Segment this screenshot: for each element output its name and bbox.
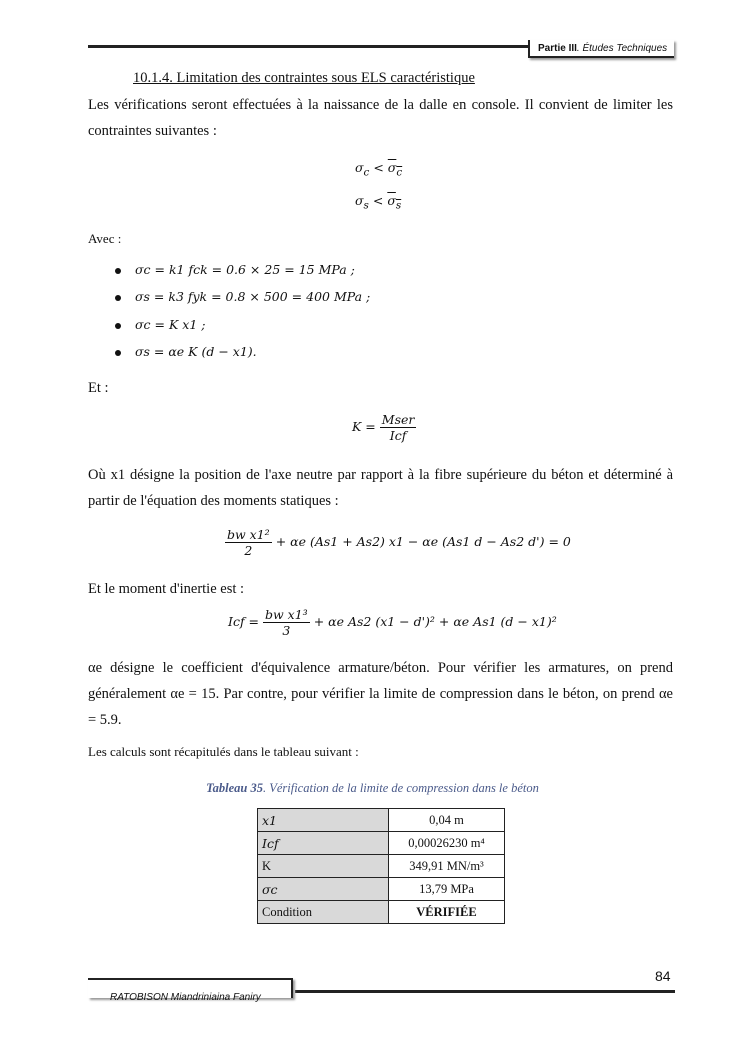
header-part: Partie III [538, 43, 577, 54]
equation-sigma-s: $\sigma_s < \sigma_s$ [355, 193, 402, 212]
bullet-item: σs = k3 fyk = 0.8 × 500 = 400 MPa ; [115, 289, 370, 304]
table-row: σc 13,79 MPa [258, 878, 505, 901]
equation-K: K = $\frac{\text{Mser}}{\text{Icf}}$ [352, 412, 415, 443]
equation-sigma-c: $\sigma_c < \sigma_c$ [355, 160, 403, 179]
equation-inertia: Icf = $\frac{\text{bw x1³}}{3}$ + αe As2 (x1 − d')² + αe As1 (d − x1)² [228, 607, 557, 638]
avec-label: Avec : [88, 231, 122, 246]
header-rule [88, 45, 528, 48]
header-title: . Études Techniques [576, 43, 668, 54]
x1-paragraph: Où x1 désigne la position de l'axe neutre par rapport à la fibre supérieure du béton et déterminé à partir de l'équation des moments statiques : [88, 467, 673, 509]
footer-author: RATOBISON Miandriniaina Faniry [88, 978, 293, 998]
header-label [528, 40, 674, 58]
table-caption: Tableau 35. Vérification de la limite de compression dans le béton [206, 781, 539, 795]
table-row: Icf 0,00026230 m⁴ [258, 832, 505, 855]
intro-paragraph: Les vérifications seront effectuées à la naissance de la dalle en console. Il convient de limiter les contraintes suivantes : [88, 97, 673, 139]
et-label: Et : [88, 380, 109, 396]
table-row: x1 0,04 m [258, 809, 505, 832]
section-title: 10.1.4. Limitation des contraintes sous ELS caractéristique [133, 70, 475, 86]
inertia-intro: Et le moment d'inertie est : [88, 581, 245, 597]
bullet-item: σc = k1 fck = 0.6 × 25 = 15 MPa ; [115, 262, 355, 277]
calc-intro: Les calculs sont récapitulés dans le tableau suivant : [88, 744, 359, 759]
alpha-paragraph: αe désigne le coefficient d'équivalence armature/béton. Pour vérifier les armatures, on prend généralement αe = 15. Par contre, pour vérifier la limite de compression dans le béton, on prend αe = 5.9. [88, 660, 673, 728]
footer-rule [295, 990, 675, 993]
table-row: Condition VÉRIFIÉE [258, 901, 505, 924]
verification-table [257, 808, 505, 924]
bullet-item: σc = K x1 ; [115, 317, 205, 332]
page-number: 84 [655, 968, 671, 984]
table-row: K 349,91 MN/m³ [258, 855, 505, 878]
equation-static-moments: $\frac{\text{bw x1²}}{2}$ + αe (As1 + As2) x1 − αe (As1 d − As2 d') = 0 [227, 527, 571, 558]
bullet-item: σs = αe K (d − x1). [115, 344, 257, 359]
